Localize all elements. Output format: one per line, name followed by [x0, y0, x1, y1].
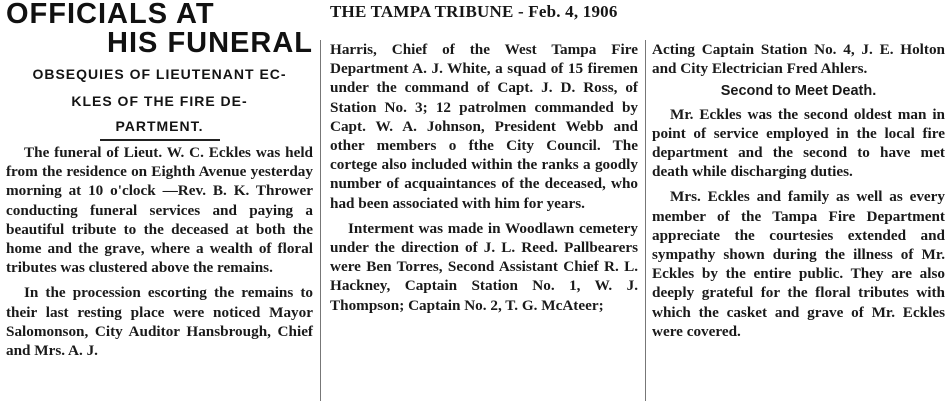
- paragraph-3: Harris, Chief of the West Tampa Fire Department A. J. White, a squad of 15 firemen under the command of Capt. J. D. Ross, of Station No. 3; 12 patrolmen commanded by Capt. W. A. Johnson, President Webb and other members o fthe City Council. The cortege also included within the ranks a goodly number of acquaintances of the deceased, who had been associated with him for years.: [330, 41, 638, 212]
- paragraph-1: The funeral of Lieut. W. C. Eckles was held from the residence on Eighth Avenue yesterday morning at 10 o'clock —Rev. B. K. Thrower conducting funeral services and paying a beautiful tribute to the deceased at both the home and the grave, where a wealth of floral tributes was clustered above the remains.: [6, 144, 313, 277]
- paragraph-6: Mr. Eckles was the second oldest man in point of service employed in the local fire department and the second to have met death while discharging duties.: [652, 105, 945, 181]
- paragraph-7: Mrs. Eckles and family as well as every member of the Tampa Fire Department appreciate the courtesies extended and sympathy shown during the illness of Mr. Eckles by the entire public. They are also deeply grateful for the floral tributes with which the casket and grave of Mr. Eckles were covered.: [652, 188, 945, 340]
- dateline: THE TAMPA TRIBUNE - Feb. 4, 1906: [330, 2, 618, 21]
- headline: [6, 0, 313, 58]
- paragraph-2: In the procession escorting the remains to their last resting place were noticed Mayor Salomonson, City Auditor Hansbrough, Chief and Mrs. A. J.: [6, 284, 313, 360]
- deck-line-2: KLES OF THE FIRE DE-: [71, 93, 248, 109]
- deck-rule: [100, 139, 220, 141]
- paragraph-5: Acting Captain Station No. 4, J. E. Holton and City Electrician Fred Ahlers.: [652, 41, 945, 78]
- paragraph-4: Interment was made in Woodlawn cemetery under the direction of J. L. Reed. Pallbearers were Ben Torres, Second Assistant Chief R. L. Hackney, Captain Station No. 1, W. J. Thompson; Captain No. 2, T. G. McAteer;: [330, 219, 638, 314]
- headline-line-2: HIS FUNERAL: [107, 27, 313, 59]
- column-1: [6, 0, 313, 360]
- deck-line-3: PARTMENT.: [115, 118, 204, 134]
- column-rule-1: [320, 40, 321, 401]
- column-2: [330, 40, 638, 315]
- deck-line-1: OBSEQUIES OF LIEUTENANT EC-: [32, 66, 287, 82]
- column-3: [652, 40, 945, 341]
- column-rule-2: [645, 40, 646, 401]
- headline-line-1: OFFICIALS AT: [6, 0, 215, 30]
- deck: [6, 61, 313, 141]
- subhead: Second to Meet Death.: [720, 83, 877, 100]
